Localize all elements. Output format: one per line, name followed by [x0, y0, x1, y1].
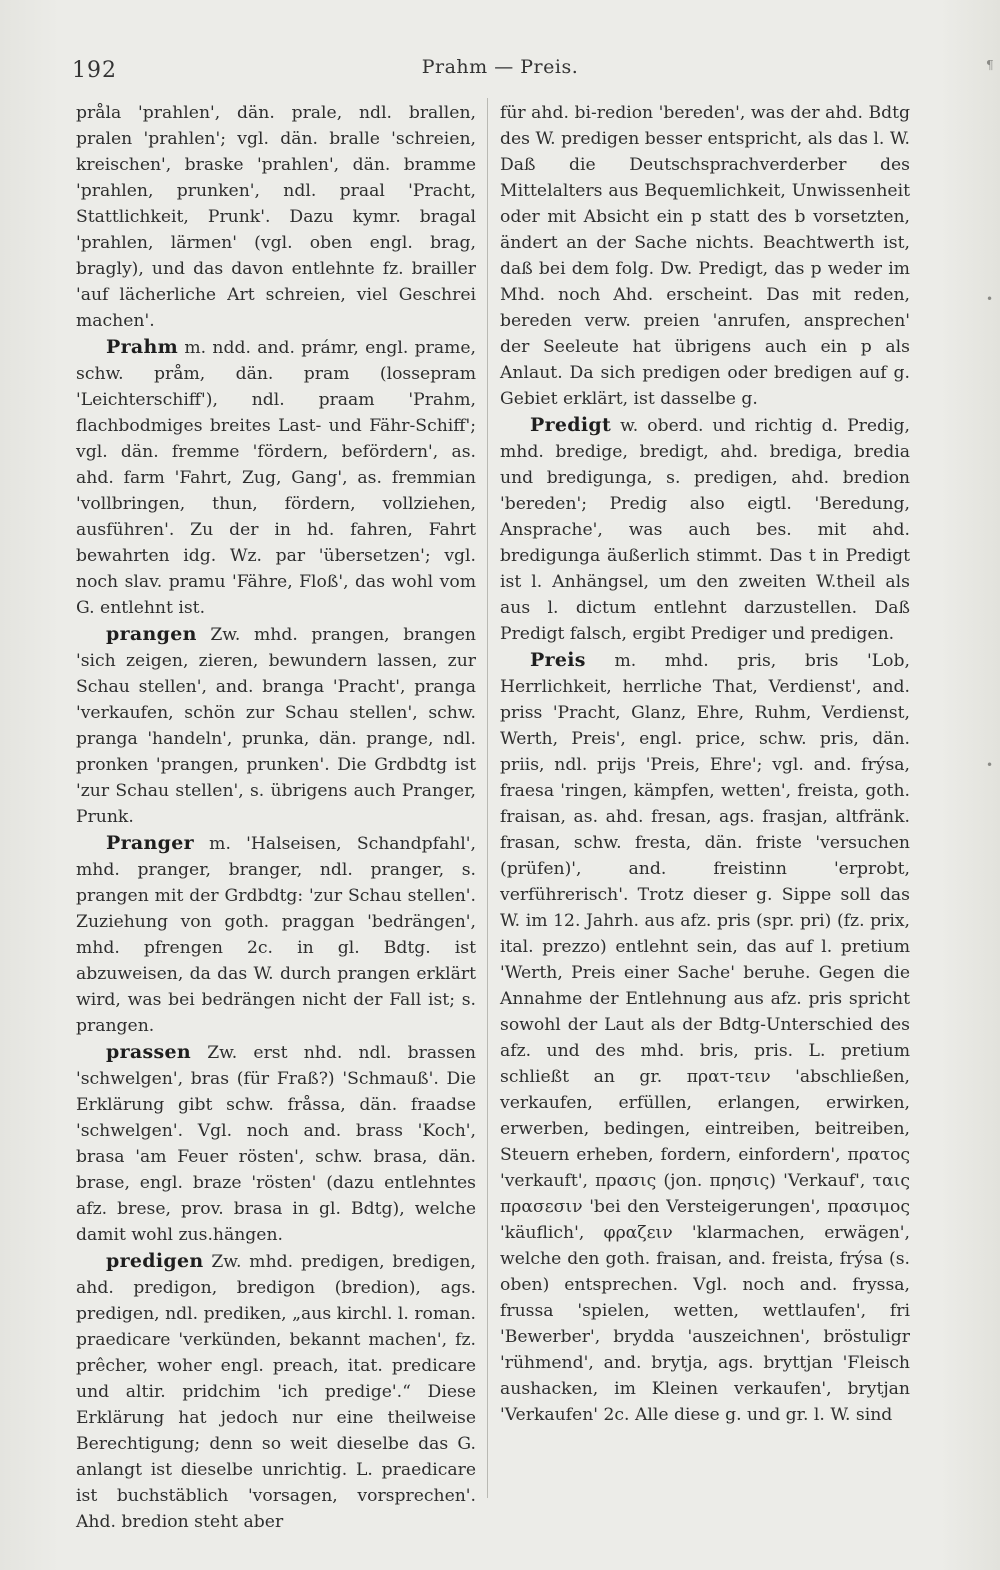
entry-text: Zw. erst nhd. ndl. brassen 'schwelgen', bras (für Fraß?) 'Schmauß'. Die Erklärung gibt schw. fråssa, dän. fraadse 'schwelgen'. Vgl. noch and. brass 'Koch', brasa 'am Feuer rösten', schw. brasa, dän. brase, engl. braze 'rösten' (dazu entlehntes afz. brese, prov. brasa in gl. Bdtg), welche damit wohl zus.hängen.	[76, 1043, 477, 1245]
dictionary-entry	[76, 1039, 476, 1248]
page-number: 192	[72, 58, 117, 83]
margin-mark: ¶	[986, 58, 994, 72]
dictionary-entry	[76, 334, 476, 621]
dictionary-entry	[76, 1248, 476, 1535]
margin-mark: •	[986, 758, 994, 772]
dictionary-entry	[76, 621, 476, 830]
left-column	[76, 100, 476, 1535]
margin-mark: •	[986, 292, 994, 306]
entry-text: m. 'Halseisen, Schandpfahl', mhd. pranger, branger, ndl. pranger, s. prangen mit der Grdbdtg: 'zur Schau stellen'. Zuziehung von goth. praggan 'bedrängen', mhd. pfrengen 2c. in gl. Bdtg. ist abzuweisen, da das W. durch prangen erklärt wird, was bei bedrängen nicht der Fall ist; s. prangen.	[76, 834, 476, 1036]
entry-text: w. oberd. und richtig d. Predig, mhd. bredige, bredigt, ahd. brediga, bredia und bredigunga, s. predigen, ahd. bredion 'bereden'; Predig also eigtl. 'Beredung, Ansprache', was auch bes. mit ahd. bredigunga äußerlich stimmt. Das t in Predigt ist l. Anhängsel, um den zweiten W.theil als aus l. dictum entlehnt darzustellen. Daß Predigt falsch, ergibt Prediger und predigen.	[500, 416, 910, 644]
headword: Predigt	[530, 414, 612, 436]
right-column	[500, 100, 910, 1428]
column-divider	[487, 98, 488, 1498]
dictionary-entry	[76, 830, 476, 1039]
dictionary-entry	[500, 412, 910, 647]
continuation-text: für ahd. bi-redion 'bereden', was der ahd. Bdtg des W. predigen besser entspricht, als das l. W. Daß die Deutschsprachverderber des Mittelalters aus Bequemlichkeit, Unwissenheit oder mit Absicht ein p statt des b vorsetzten, ändert an der Sache nichts. Beachtwerth ist, daß bei dem folg. Dw. Predigt, das p weder im Mhd. noch Ahd. erscheint. Das mit reden, bereden verw. preien 'anrufen, ansprechen' der Seeleute hat übrigens auch ein p als Anlaut. Da sich predigen oder bredigen auf g. Gebiet erklärt, ist dasselbe g.	[500, 103, 910, 409]
headword: Preis	[530, 649, 586, 671]
headword: Prahm	[106, 336, 179, 358]
entry-text: m. mhd. pris, bris 'Lob, Herrlichkeit, herrliche That, Verdienst', and. priss 'Pracht, Glanz, Ehre, Ruhm, Verdienst, Werth, Preis', engl. price, schw. pris, dän. priis, ndl. prijs 'Preis, Ehre'; vgl. and. frýsa, fraesa 'ringen, kämpfen, wetten', freista, goth. fraisan, as. ahd. fresan, ags. frasjan, altfränk. frasan, schw. fresta, dän. friste 'versuchen (prüfen)', and. freistinn 'erprobt, verführerisch'. Trotz dieser g. Sippe soll das W. im 12. Jahrh. aus afz. pris (spr. pri) (fz. prix, ital. prezzo) entlehnt sein, das auf l. pretium 'Werth, Preis einer Sache' beruhe. Gegen die Annahme der Entlehnung aus afz. pris spricht sowohl der Laut als der Bdtg-Unterschied des afz. und des mhd. bris, pris. L. pretium schließt an gr. πρατ-τειν 'abschließen, verkaufen, erfüllen, erlangen, erwirken, erwerben, bedingen, eintreiben, beitreiben, Steuern erheben, fordern, einfordern', πρατος 'verkauft', πρασις (jon. πρησις) 'Verkauf', ταις πρασεσιν 'bei den Versteigerungen', πρασιμος 'käuflich', φραζειν 'klarmachen, erwägen', welche den goth. fraisan, and. freista, frýsa (s. oben) entsprechen. Vgl. noch and. fryssa, frussa 'spielen, wetten, wettlaufen', fri 'Bewerber', brydda 'auszeichnen', bröstuligr 'rühmend', and. brytja, ags. bryttjan 'Fleisch aushacken, im Kleinen verkaufen', brytjan 'Verkaufen' 2c. Alle diese g. und gr. l. W. sind	[500, 651, 910, 1425]
headword: prassen	[106, 1041, 192, 1063]
continuation-text: pråla 'prahlen', dän. prale, ndl. brallen, pralen 'prahlen'; vgl. dän. bralle 'schreien, kreischen', braske 'prahlen', dän. bramme 'prahlen, prunken', ndl. praal 'Pracht, Stattlichkeit, Prunk'. Dazu kymr. bragal 'prahlen, lärmen' (vgl. oben engl. brag, bragly), und das davon entlehnte fz. brailler 'auf lächerliche Art schreien, viel Geschrei machen'.	[76, 103, 476, 331]
dictionary-entry	[500, 647, 910, 1428]
entry-text: Zw. mhd. prangen, brangen 'sich zeigen, zieren, bewundern lassen, zur Schau stellen', and. branga 'Pracht', pranga 'verkaufen, schön zur Schau stellen', schw. pranga 'handeln', prunka, dän. prange, ndl. pronken 'prangen, prunken'. Die Grdbdtg ist 'zur Schau stellen', s. übrigens auch Pranger, Prunk.	[76, 625, 476, 827]
entry-text: m. ndd. and. prámr, engl. prame, schw. pråm, dän. pram (lossepram 'Leichterschiff'), ndl. praam 'Prahm, flachbodmiges breites Last- und Fähr-Schiff'; vgl. dän. fremme 'fördern, befördern', as. ahd. farm 'Fahrt, Zug, Gang', as. fremmian 'vollbringen, thun, fördern, vollziehen, ausführen'. Zu der in hd. fahren, Fahrt bewahrten idg. Wz. par 'übersetzen'; vgl. noch slav. pramu 'Fähre, Floß', das wohl vom G. entlehnt ist.	[76, 338, 476, 618]
headword: Pranger	[106, 832, 194, 854]
running-head: Prahm — Preis.	[421, 56, 579, 78]
headword: prangen	[106, 623, 197, 645]
headword: predigen	[106, 1250, 204, 1272]
entry-text: Zw. mhd. predigen, bredigen, ahd. predigon, bredigon (bredion), ags. predigen, ndl. prediken, „aus kirchl. l. roman. praedicare 'verkünden, bekannt machen', fz. prêcher, woher engl. preach, itat. predicare und altir. pridchim 'ich predige'.“ Diese Erklärung hat jedoch nur eine theilweise Berechtigung; denn so weit dieselbe das G. anlangt ist dieselbe unrichtig. L. praedicare ist buchstäblich 'vorsagen, vorsprechen'. Ahd. bredion steht aber	[76, 1252, 476, 1532]
